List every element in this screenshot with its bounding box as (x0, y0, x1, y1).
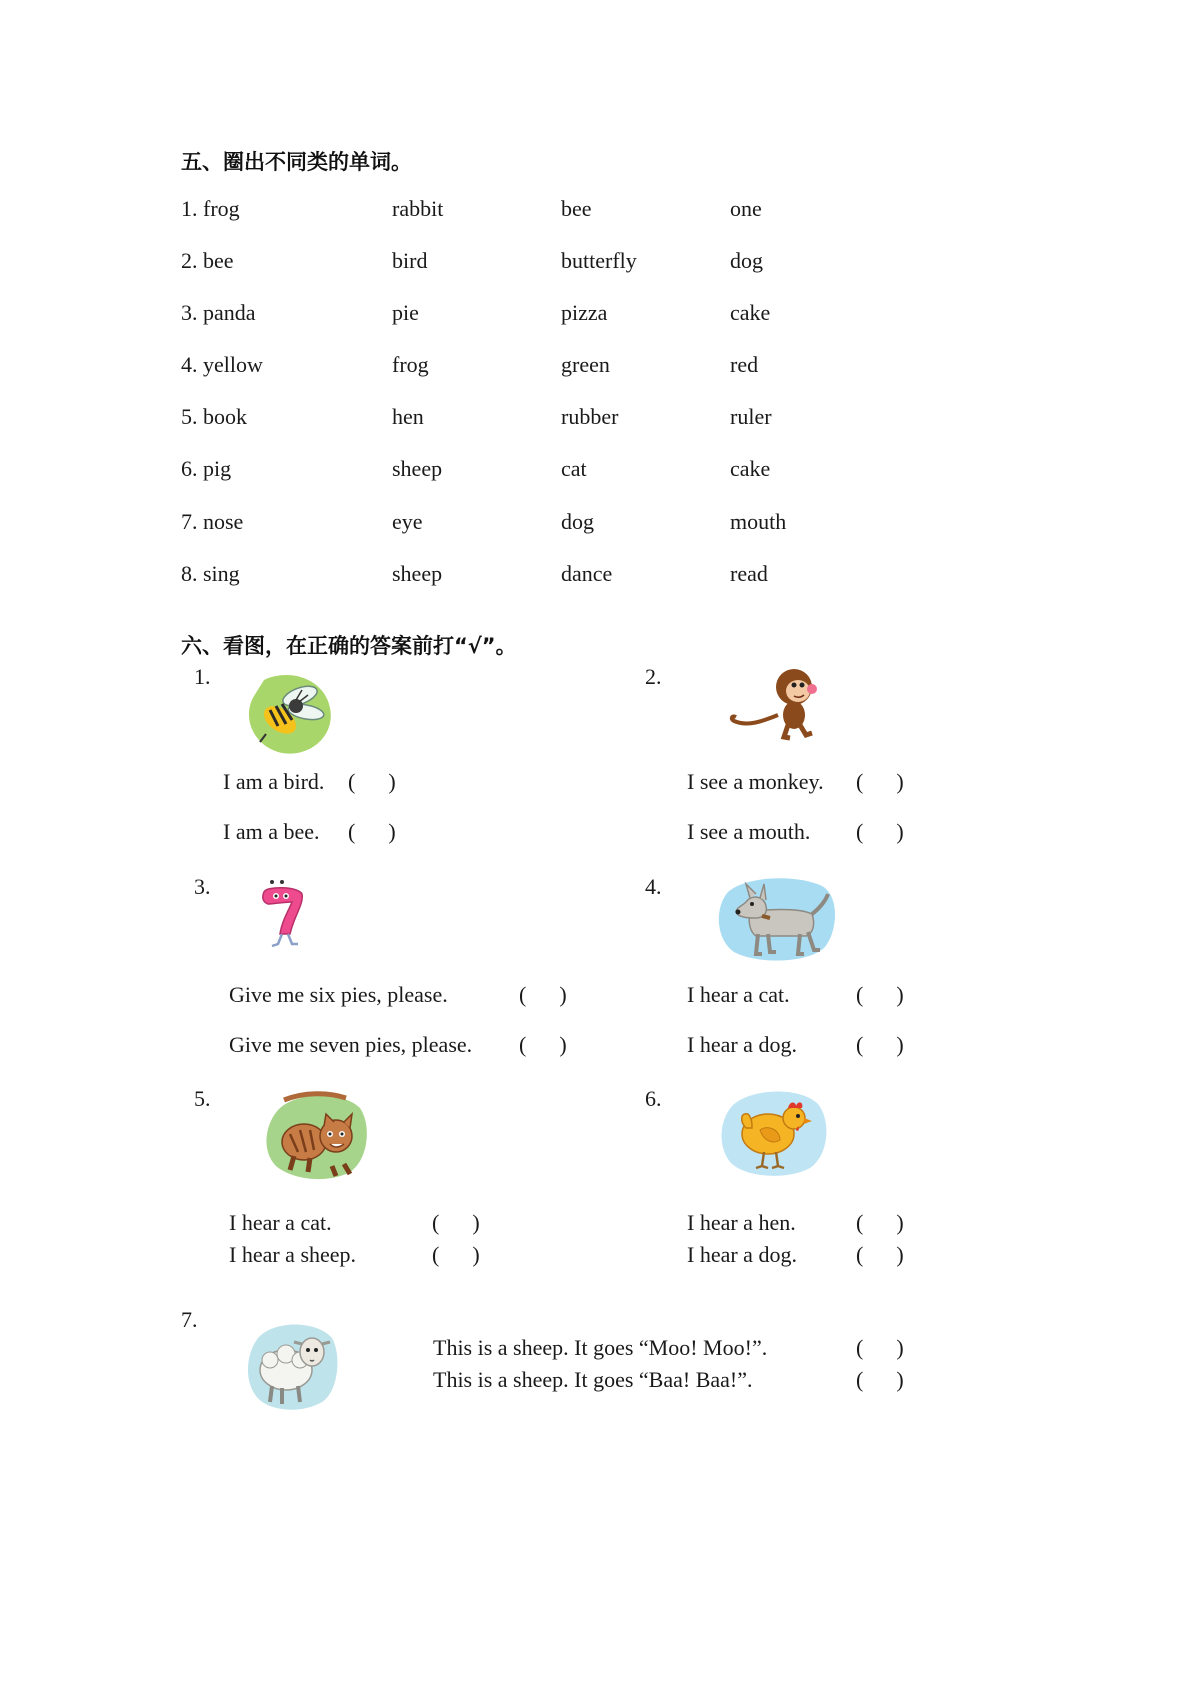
cat-icon (264, 1086, 368, 1182)
word-cell[interactable]: cake (730, 456, 771, 481)
hen-icon (718, 1084, 830, 1178)
number-seven-icon (258, 878, 308, 950)
bee-icon (244, 668, 336, 758)
option-sentence: I am a bird. (223, 769, 325, 794)
word-cell[interactable]: 1. frog (181, 196, 240, 221)
word-cell[interactable]: frog (392, 352, 429, 377)
option-sentence: I see a monkey. (687, 769, 824, 794)
item-number: 4. (645, 874, 662, 899)
word-cell[interactable]: read (730, 561, 768, 586)
option-sentence: I am a bee. (223, 819, 320, 844)
word-cell[interactable]: bird (392, 248, 428, 273)
answer-blank[interactable]: ( ) (348, 769, 396, 794)
option-sentence: This is a sheep. It goes “Moo! Moo!”. (433, 1335, 768, 1360)
word-cell[interactable]: 5. book (181, 404, 247, 429)
word-cell[interactable]: 3. panda (181, 300, 256, 325)
answer-blank[interactable]: ( ) (856, 769, 904, 794)
option-sentence: This is a sheep. It goes “Baa! Baa!”. (433, 1367, 753, 1392)
item-number: 1. (194, 664, 211, 689)
word-cell[interactable]: pie (392, 300, 419, 325)
answer-blank[interactable]: ( ) (432, 1210, 480, 1235)
item-number: 2. (645, 664, 662, 689)
option-sentence: Give me six pies, please. (229, 982, 448, 1007)
word-cell[interactable]: dog (730, 248, 763, 273)
word-cell[interactable]: 8. sing (181, 561, 240, 586)
item-number: 6. (645, 1086, 662, 1111)
word-cell[interactable]: 4. yellow (181, 352, 263, 377)
word-cell[interactable]: cat (561, 456, 587, 481)
answer-blank[interactable]: ( ) (856, 982, 904, 1007)
word-cell[interactable]: red (730, 352, 759, 377)
item-number: 7. (181, 1307, 198, 1332)
option-sentence: I hear a cat. (687, 982, 790, 1007)
word-cell[interactable]: one (730, 196, 762, 221)
answer-blank[interactable]: ( ) (856, 1032, 904, 1057)
option-sentence: I hear a dog. (687, 1032, 797, 1057)
word-cell[interactable]: rabbit (392, 196, 444, 221)
option-sentence: I hear a dog. (687, 1242, 797, 1267)
word-cell[interactable]: pizza (561, 300, 608, 325)
answer-blank[interactable]: ( ) (856, 1210, 904, 1235)
word-cell[interactable]: bee (561, 196, 592, 221)
word-cell[interactable]: 7. nose (181, 509, 244, 534)
answer-blank[interactable]: ( ) (432, 1242, 480, 1267)
word-cell[interactable]: dog (561, 509, 594, 534)
dog-icon (716, 872, 840, 964)
word-cell[interactable]: rubber (561, 404, 619, 429)
answer-blank[interactable]: ( ) (519, 1032, 567, 1057)
option-sentence: I hear a sheep. (229, 1242, 357, 1267)
word-cell[interactable]: cake (730, 300, 771, 325)
sheep-icon (246, 1316, 338, 1412)
word-cell[interactable]: butterfly (561, 248, 637, 273)
word-cell[interactable]: 6. pig (181, 456, 232, 481)
section6-title: 六、看图，在正确的答案前打“√”。 (181, 634, 517, 658)
answer-blank[interactable]: ( ) (348, 819, 396, 844)
option-sentence: I see a mouth. (687, 819, 811, 844)
section5-title: 五、圈出不同类的单词。 (181, 150, 412, 174)
option-sentence: I hear a hen. (687, 1210, 796, 1235)
option-sentence: Give me seven pies, please. (229, 1032, 473, 1057)
monkey-icon (728, 665, 824, 741)
word-cell[interactable]: 2. bee (181, 248, 234, 273)
word-cell[interactable]: sheep (392, 456, 443, 481)
item-number: 5. (194, 1086, 211, 1111)
answer-blank[interactable]: ( ) (856, 1242, 904, 1267)
word-cell[interactable]: green (561, 352, 610, 377)
word-cell[interactable]: hen (392, 404, 424, 429)
word-cell[interactable]: mouth (730, 509, 787, 534)
answer-blank[interactable]: ( ) (856, 819, 904, 844)
item-number: 3. (194, 874, 211, 899)
word-cell[interactable]: sheep (392, 561, 443, 586)
word-cell[interactable]: eye (392, 509, 423, 534)
answer-blank[interactable]: ( ) (856, 1335, 904, 1360)
answer-blank[interactable]: ( ) (856, 1367, 904, 1392)
option-sentence: I hear a cat. (229, 1210, 332, 1235)
word-cell[interactable]: ruler (730, 404, 772, 429)
answer-blank[interactable]: ( ) (519, 982, 567, 1007)
word-cell[interactable]: dance (561, 561, 613, 586)
